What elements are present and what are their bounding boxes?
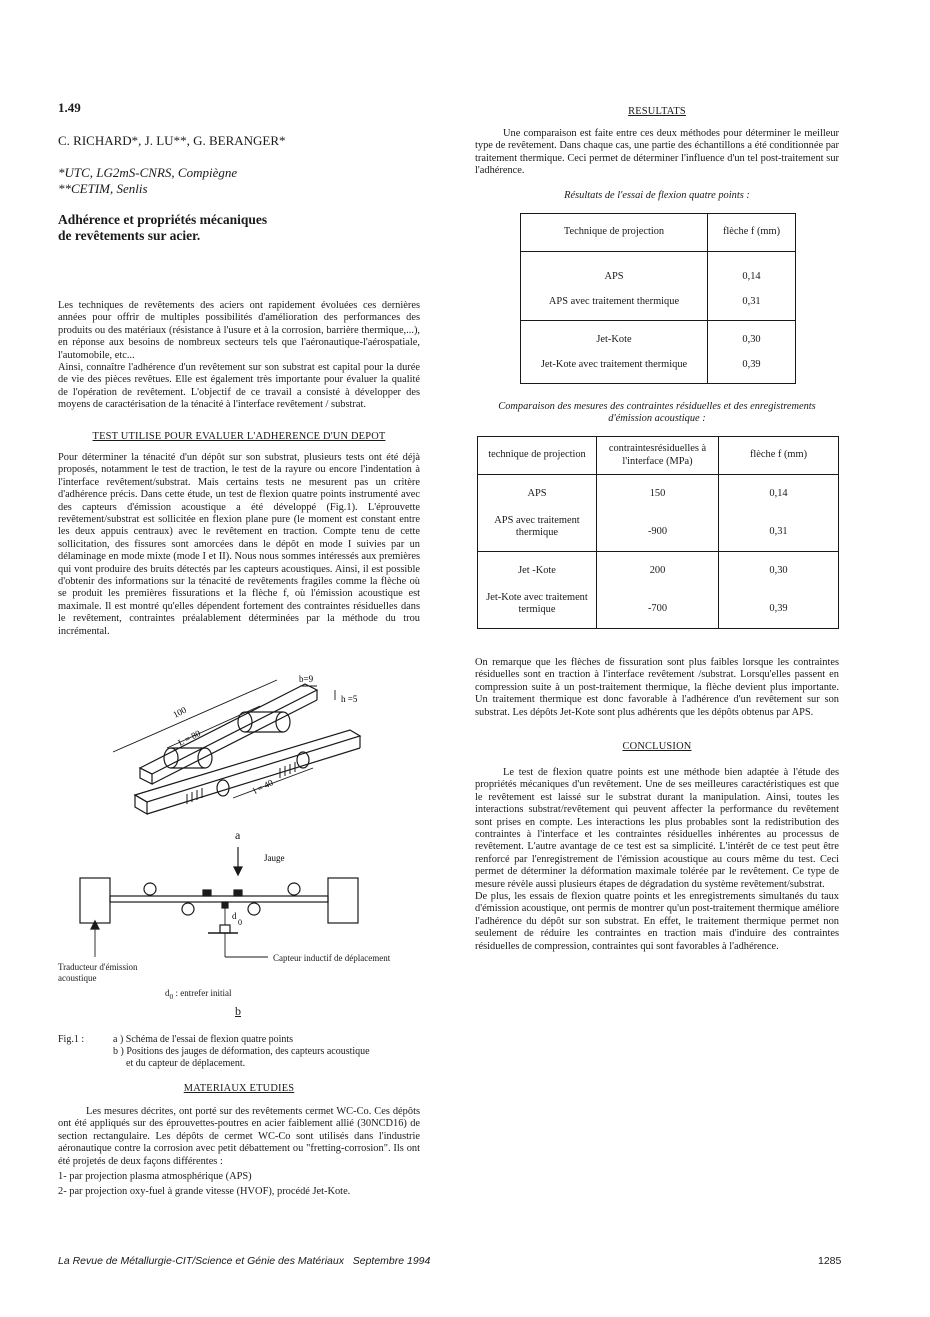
table2-cell-aps-group bbox=[478, 475, 597, 552]
figure-caption-b1: b ) Positions des jauges de déformation, des capteurs acoustique bbox=[113, 1046, 370, 1057]
materials-text bbox=[58, 1106, 420, 1202]
table1-header-row bbox=[521, 214, 796, 252]
right-acoustic-block bbox=[328, 878, 358, 923]
label-h5: h =5 bbox=[341, 694, 358, 704]
base-end-face bbox=[135, 795, 147, 814]
force-arrows-left bbox=[187, 788, 202, 804]
upper-support-left bbox=[144, 883, 156, 895]
dimension-100-line bbox=[113, 680, 277, 752]
article-number: 1.49 bbox=[58, 100, 81, 115]
conclusion-heading: CONCLUSION bbox=[622, 741, 692, 752]
test-section-heading: TEST UTILISE POUR EVALUER L'ADHERENCE D'UN DEPOT bbox=[92, 431, 386, 442]
conclusion-paragraph-1: Le test de flexion quatre points est une méthode bien adaptée à l'étude des propriétés mécaniques d'un revêtement. Une de ses meilleures caractéristiques est que le revêtement est laissé sur le substrat durant la manipulation. Ainsi, toutes les interactions substrat/revêtement qui peuvent affecter la performance du revêtement sont prises en compte. Les interactions les plus probables sont la redistribution des contraintes à l'interface et les contraintes résiduelles inhérentes au processus de revêtement. L'autre avantage de ce test est sa simplicité. L'intérêt de ce test peut être renforcé par l'enregistrement de l'émission acoustique au cours même du test. Ceci permet de déterminer la déformation maximale tolérée par le revêtement. Ce type de mesure révèle aussi plusieurs étapes de dégradation du système revêtement/substrat. bbox=[475, 767, 839, 890]
table1-cell-aps: APS bbox=[604, 271, 624, 282]
footer-page-number: 1285 bbox=[818, 1255, 842, 1267]
table2-title-line-1: Comparaison des mesures des contraintes résiduelles et des enregistrements bbox=[498, 401, 816, 412]
table1-cell-jk: Jet-Kote bbox=[596, 334, 632, 345]
table1-header-technique: Technique de projection bbox=[521, 214, 708, 252]
gauge-1 bbox=[203, 890, 211, 896]
table2-cell-jk-stress-group bbox=[597, 552, 719, 629]
label-entrefer-text: : entrefer initial bbox=[175, 988, 232, 998]
table2-header-row bbox=[478, 437, 839, 475]
table2-cell-aps-fleche: 0,14 bbox=[769, 488, 788, 499]
table1-cell-jk-group bbox=[521, 321, 708, 384]
label-traducteur: Traducteur d'émission acoustique bbox=[58, 962, 138, 983]
affiliation-1: *UTC, LG2mS-CNRS, Compiègne bbox=[58, 165, 238, 180]
table2-cell-aps: APS bbox=[527, 488, 547, 499]
table1-cell-jk-tt: Jet-Kote avec traitement thermique bbox=[540, 359, 688, 370]
table2-cell-aps-tt-stress: -900 bbox=[647, 526, 668, 537]
figure-caption-label: Fig.1 : bbox=[58, 1034, 85, 1045]
materials-item-2: 2- par projection oxy-fuel à grande vitesse (HVOF), procédé Jet-Kote. bbox=[58, 1186, 351, 1198]
label-d0-sub: 0 bbox=[238, 918, 242, 927]
table2-header-technique: technique de projection bbox=[478, 437, 597, 475]
table2-cell-jk-tt: Jet-Kote avec traitement termique bbox=[486, 591, 588, 615]
table2-title bbox=[475, 401, 839, 426]
label-entrefer bbox=[165, 988, 231, 1002]
table2-cell-jk-stress: 200 bbox=[649, 565, 666, 576]
table2-cell-aps-tt-fleche: 0,31 bbox=[769, 526, 788, 537]
table2-cell-aps-fleche-group bbox=[719, 475, 839, 552]
jauge-arrow bbox=[234, 867, 242, 875]
affiliation-2: **CETIM, Senlis bbox=[58, 181, 148, 196]
label-capteur: Capteur inductif de déplacement bbox=[273, 953, 391, 963]
label-entrefer-sub: 0 bbox=[169, 991, 174, 1001]
label-L80: L = 80 bbox=[176, 728, 203, 748]
results-paragraph: Une comparaison est faite entre ces deux méthodes pour déterminer le meilleur type de revêtement. Dans chaque cas, une partie des échantillons a été conditionnée par traitement thermique. Ceci permet de déterminer l'influence d'un tel post-traitement sur l'adhérence. bbox=[475, 128, 839, 177]
label-l40: l = 40 bbox=[251, 777, 275, 796]
table1-cell-aps-value: 0,14 bbox=[742, 271, 761, 282]
test-section-text bbox=[58, 452, 420, 638]
figure-caption-b2: et du capteur de déplacement. bbox=[126, 1058, 246, 1069]
table2-cell-aps-stress-group bbox=[597, 475, 719, 552]
inductive-sensor bbox=[220, 925, 230, 933]
authors: C. RICHARD*, J. LU**, G. BERANGER* bbox=[58, 133, 286, 148]
table-flexion-results bbox=[520, 213, 796, 384]
specimen-beam bbox=[110, 896, 328, 902]
table2-cell-aps-tt: APS avec traitement thermique bbox=[494, 514, 580, 538]
conclusion-text bbox=[475, 767, 839, 953]
table1-cell-aps-tt: APS avec traitement thermique bbox=[548, 296, 680, 307]
table2-cell-jk: Jet -Kote bbox=[518, 565, 556, 576]
label-b9: b=9 bbox=[299, 674, 314, 684]
materials-heading: MATERIAUX ETUDIES bbox=[183, 1083, 295, 1094]
label-entrefer-d: d bbox=[165, 988, 170, 998]
materials-paragraph: Les mesures décrites, ont porté sur des revêtements cermet WC-Co. Ces dépôts ont été appliqués sur des éprouvettes-poutres en acier faiblement allié (30NCD16) de section rectangulaire. Les dépôts de cermet WC-Co sont utilisés dans l'industrie aéronautique contre la corrosion avec petit débattement ou "fretting-corrosion". Ils ont été projetés de deux façons différentes : bbox=[58, 1106, 420, 1167]
label-100: 100 bbox=[171, 704, 188, 720]
label-d0: d bbox=[232, 911, 237, 921]
table1-row-jk-group bbox=[521, 321, 796, 384]
table2-title-line-2: d'émission acoustique : bbox=[608, 413, 706, 425]
article-title bbox=[58, 212, 267, 244]
table2-header-stress: contraintesrésiduelles à l'interface (MPa) bbox=[597, 437, 719, 475]
lower-support-left bbox=[182, 903, 194, 915]
table1-cell-aps-values bbox=[708, 252, 796, 321]
figure-caption-a: a ) Schéma de l'essai de flexion quatre points bbox=[113, 1034, 294, 1045]
table2-cell-jk-tt-fleche: 0,39 bbox=[769, 603, 788, 614]
specimen-top-face bbox=[140, 684, 317, 774]
table1-header-fleche: flèche f (mm) bbox=[708, 214, 796, 252]
table2-row-aps-group bbox=[478, 475, 839, 552]
intro-paragraph-1: Les techniques de revêtements des aciers ont rapidement évoluées ces dernières années pour offrir de multiples possibilités d'amélioration des performances des produits ou des matériaux (résistance à l'usure et à la corrosion, barrière thermique,...), en réponse aux besoins de nombreux secteurs tels que l'aéronautique-l'aérospatiale, l'automobile, etc... bbox=[58, 300, 420, 361]
table2-cell-jk-group bbox=[478, 552, 597, 629]
gauge-2 bbox=[234, 890, 242, 896]
conclusion-paragraph-2: De plus, les essais de flexion quatre points et les enregistrements simultanés du taux d'émission acoustique, ont permis de montrer qu'un post-traitement thermique améliore l'adhérence du dépôt sur son substrat. En effet, le traitement thermique permet non seulement de réduire les contraintes en traction mais d'induire des contraintes résiduelles de compression, contraintes qui sont favorables à l'adhérence. bbox=[475, 891, 839, 952]
table-residual-stresses bbox=[477, 436, 839, 629]
figure-label-a: a bbox=[235, 828, 241, 842]
results-remark bbox=[475, 657, 839, 719]
table1-cell-aps-group bbox=[521, 252, 708, 321]
results-remark-paragraph: On remarque que les flèches de fissuration sont plus faibles lorsque les contraintes résiduelles sont en traction à l'interface revêtement /substrat. Lorsqu'elles passent en compression suite à un post-traitement thermique, la flèche devient plus importante. Un traitement thermique est donc favorable à l'adhérence d'un revêtement sur son substrat. Les dépôts Jet-Kote sont plus adhérents que les dépôts obtenus par APS. bbox=[475, 657, 839, 718]
table2-cell-jk-tt-stress: -700 bbox=[647, 603, 668, 614]
upper-roller-left bbox=[198, 748, 212, 768]
table2-cell-jk-fleche-group bbox=[719, 552, 839, 629]
test-section-paragraph: Pour déterminer la ténacité d'un dépôt sur son substrat, plusieurs tests ont été déjà proposés, notamment le test de traction, le test de la rayure ou encore l'indentation à l'interface revêtement/substrat. Mais certains tests ne mesurent pas un critère d'adhérence précis. Dans cette étude, un test de flexion quatre points instrumenté avec des capteurs d'émission acoustique a été développé (Fig.1). L'éprouvette revêtement/substrat est sollicitée en flexion plane pure (le moment est constant entre les deux appuis centraux) avec le revêtement en traction. Compte tenu de cette sollicitation, des fissures sont amorcées dans le dépôt en mode I suivies par un délaminage en mode mixte (mode I et II). Nous nous sommes intéressés aux premières qui vont produire des bruits détectés par les capteurs acoustiques. Ainsi, il est possible d'obtenir des informations sur la ténacité de revêtements fragiles comme la flèche où se produit les premières fissurations et la flèche f, où l'émission acoustique est maximale. Il est montré qu'elles dépendent fortement des contraintes résiduelles dans le revêtement, contraintes préalablement déterminées par la méthode du trou incrémental. bbox=[58, 452, 420, 637]
left-acoustic-block bbox=[80, 878, 110, 923]
table2-row-jk-group bbox=[478, 552, 839, 629]
intro-text bbox=[58, 300, 420, 412]
label-jauge: Jauge bbox=[264, 853, 285, 863]
upper-support-right bbox=[288, 883, 300, 895]
results-text bbox=[475, 128, 839, 178]
upper-roller-right bbox=[276, 712, 290, 732]
table2-cell-jk-fleche: 0,30 bbox=[769, 565, 788, 576]
figure-1a-schematic bbox=[95, 670, 405, 830]
lower-support-right bbox=[248, 903, 260, 915]
results-heading: RESULTATS bbox=[628, 106, 686, 117]
table2-header-fleche: flèche f (mm) bbox=[719, 437, 839, 475]
table1-cell-jk-values bbox=[708, 321, 796, 384]
article-title-line-2: de revêtements sur acier. bbox=[58, 228, 201, 243]
article-title-line-1: Adhérence et propriétés mécaniques bbox=[58, 212, 268, 227]
specimen-end-face bbox=[140, 768, 152, 784]
table1-cell-jk-tt-value: 0,39 bbox=[742, 359, 761, 370]
base-bottom-edge bbox=[147, 748, 360, 814]
intro-paragraph-2: Ainsi, connaître l'adhérence d'un revêtement sur son substrat est capital pour la durée de vie des pièces revêtues. Elle est également très importante pour évaluer la qualité de l'opération de revêtement. L'objectif de ce travail a consisté à développer des moyens de caractérisation de la ténacité à l'interface revêtement / substrat. bbox=[58, 362, 420, 411]
figure-label-b: b bbox=[235, 1004, 241, 1018]
table1-cell-jk-value: 0,30 bbox=[742, 334, 761, 345]
table1-title: Résultats de l'essai de flexion quatre points : bbox=[564, 190, 750, 201]
footer-journal: La Revue de Métallurgie-CIT/Science et Génie des Matériaux Septembre 1994 bbox=[58, 1255, 431, 1267]
lower-roller-left bbox=[217, 780, 229, 796]
figure-caption bbox=[113, 1034, 370, 1070]
materials-item-1: 1- par projection plasma atmosphérique (APS) bbox=[58, 1171, 252, 1183]
table1-row-aps-group bbox=[521, 252, 796, 321]
gauge-3 bbox=[222, 902, 228, 908]
table2-cell-aps-stress: 150 bbox=[649, 488, 666, 499]
table1-cell-aps-tt-value: 0,31 bbox=[742, 296, 761, 307]
